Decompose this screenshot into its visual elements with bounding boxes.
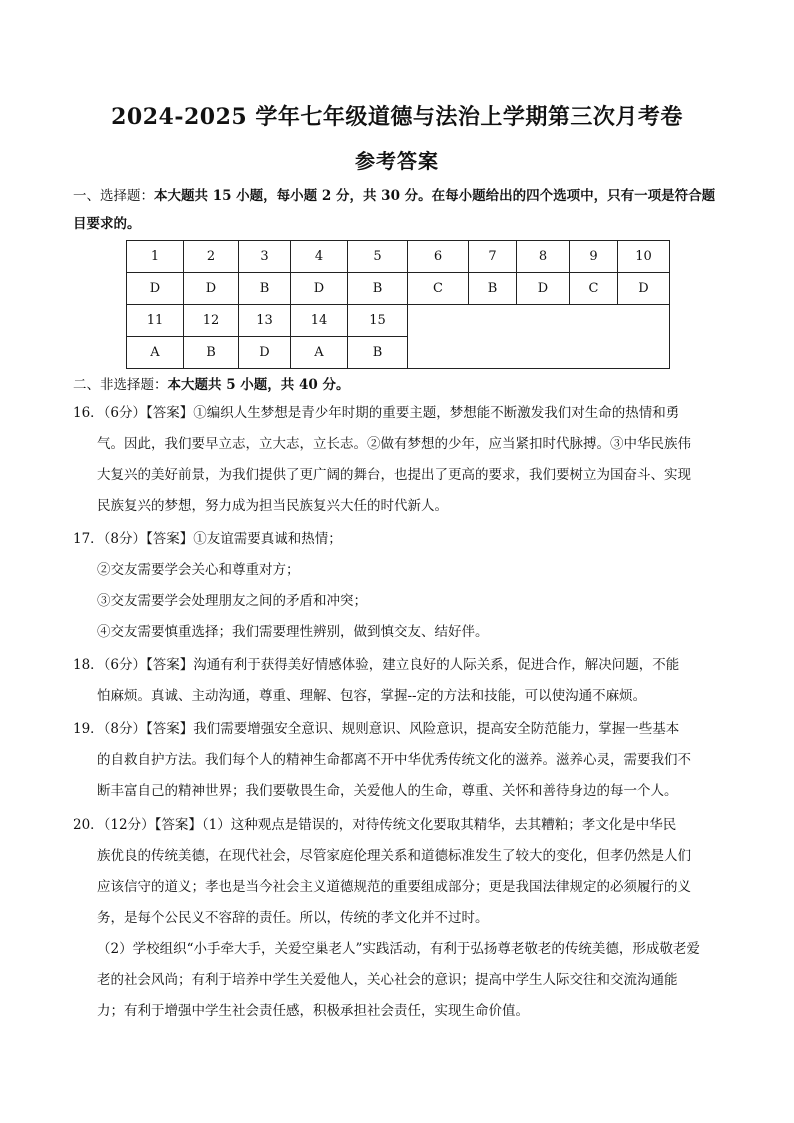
question-number-cell: 9 <box>570 241 618 273</box>
q20-line: 应该信守的道义；孝也是当今社会主义道德规范的重要组成部分；更是我国法律规定的必须履行的义 <box>97 879 691 895</box>
page-subtitle: 参考答案 <box>355 149 439 173</box>
question-number-cell: 7 <box>469 241 517 273</box>
answer-q18 <box>73 650 723 712</box>
answer-cell: B <box>348 273 408 305</box>
question-number-cell: 1 <box>127 241 184 273</box>
answer-cell: D <box>618 273 670 305</box>
answer-cell: A <box>127 337 184 369</box>
q20-line: 族优良的传统美德，在现代社会，尽管家庭伦理关系和道德标准发生了较大的变化，但孝仍然是人们 <box>97 848 691 864</box>
section1-lead: 一、选择题： <box>73 188 154 204</box>
q19-line: 的自救自护方法。我们每个人的精神生命都离不开中华优秀传统文化的滋养。滋养心灵，需要我们不 <box>97 752 691 768</box>
question-number-cell: 12 <box>184 305 239 337</box>
section1-instructions <box>73 182 723 238</box>
q17-line: ②交友需要学会关心和尊重对方； <box>97 562 300 578</box>
section1-text-line1: 本大题共 15 小题，每小题 2 分，共 30 分。在每小题给出的四个选项中，只有一项是符合题 <box>154 188 716 204</box>
answer-cell: B <box>348 337 408 369</box>
q19-line: 断丰富自己的精神世界；我们要敬畏生命，关爱他人的生命，尊重、关怀和善待身边的每一个人。 <box>97 783 678 799</box>
q20-line: 老的社会风尚；有利于培养中学生关爱他人，关心社会的意识；提高中学生人际交往和交流沟通能 <box>97 972 678 988</box>
q17-line: ③交友需要学会处理朋友之间的矛盾和冲突； <box>97 593 367 609</box>
q16-line: 民族复兴的梦想，努力成为担当民族复兴大任的时代新人。 <box>97 498 448 514</box>
q16-line: 大复兴的美好前景，为我们提供了更广阔的舞台，也提出了更高的要求，我们要树立为国奋斗、实现 <box>97 467 691 483</box>
answer-table <box>126 240 670 369</box>
answer-q16 <box>73 398 723 522</box>
q19-line: 19．（8分）【答案】我们需要增强安全意识、规则意识、风险意识，提高安全防范能力，掌握一些基本 <box>73 721 680 737</box>
answer-cell: D <box>239 337 291 369</box>
question-number-cell: 3 <box>239 241 291 273</box>
answer-cell: C <box>408 273 469 305</box>
section2-lead: 二、非选择题： <box>73 377 168 393</box>
answer-cell: B <box>184 337 239 369</box>
table-row <box>127 273 670 305</box>
answer-cell: B <box>239 273 291 305</box>
q18-line: 怕麻烦。真诚、主动沟通，尊重、理解、包容，掌握--定的方法和技能，可以使沟通不麻烦。 <box>97 688 647 704</box>
answer-cell: D <box>291 273 348 305</box>
q20-line: （2）学校组织“小手牵大手，关爱空巢老人”实践活动，有利于弘扬尊老敬老的传统美德，形成敬老爱 <box>97 941 700 957</box>
answer-q17 <box>73 524 723 648</box>
table-row <box>127 305 670 337</box>
q20-line: 20．（12分）【答案】（1）这种观点是错误的，对待传统文化要取其精华，去其糟粕；孝文化是中华民 <box>73 817 677 833</box>
table-row <box>127 241 670 273</box>
section2-instructions <box>73 371 723 399</box>
question-number-cell: 14 <box>291 305 348 337</box>
q20-line: 务，是每个公民义不容辞的责任。所以，传统的孝文化并不过时。 <box>97 910 489 926</box>
question-number-cell: 8 <box>517 241 570 273</box>
answer-cell: D <box>127 273 184 305</box>
answer-cell: D <box>517 273 570 305</box>
question-number-cell: 10 <box>618 241 670 273</box>
answer-q20 <box>73 810 723 1027</box>
answer-q19 <box>73 714 723 807</box>
answer-cell: D <box>184 273 239 305</box>
question-number-cell: 2 <box>184 241 239 273</box>
q17-line: ④交友需要慎重选择；我们需要理性辨别，做到慎交友、结好伴。 <box>97 624 489 640</box>
question-number-cell: 13 <box>239 305 291 337</box>
question-number-cell: 11 <box>127 305 184 337</box>
question-number-cell: 5 <box>348 241 408 273</box>
q16-line: 16．（6分）【答案】①编织人生梦想是青少年时期的重要主题，梦想能不断激发我们对生命的热情和勇 <box>73 405 680 421</box>
answer-cell: B <box>469 273 517 305</box>
question-number-cell: 6 <box>408 241 469 273</box>
section1-text-line2: 目要求的。 <box>73 216 141 232</box>
q16-line: 气。因此，我们要早立志，立大志，立长志。②做有梦想的少年，应当紧扣时代脉搏。③中华民族伟 <box>97 436 691 452</box>
q17-line: 17．（8分）【答案】①友谊需要真诚和热情； <box>73 531 342 547</box>
question-number-cell: 4 <box>291 241 348 273</box>
empty-merged-cell <box>408 305 670 369</box>
q18-line: 18．（6分）【答案】沟通有利于获得美好情感体验，建立良好的人际关系，促进合作，解决问题，不能 <box>73 657 680 673</box>
question-number-cell: 15 <box>348 305 408 337</box>
answer-cell: A <box>291 337 348 369</box>
page-title: 2024-2025 学年七年级道德与法治上学期第三次月考卷 <box>111 104 683 130</box>
section2-text: 本大题共 5 小题，共 40 分。 <box>167 377 350 393</box>
q20-line: 力；有利于增强中学生社会责任感，积极承担社会责任，实现生命价值。 <box>97 1003 529 1019</box>
answer-cell: C <box>570 273 618 305</box>
